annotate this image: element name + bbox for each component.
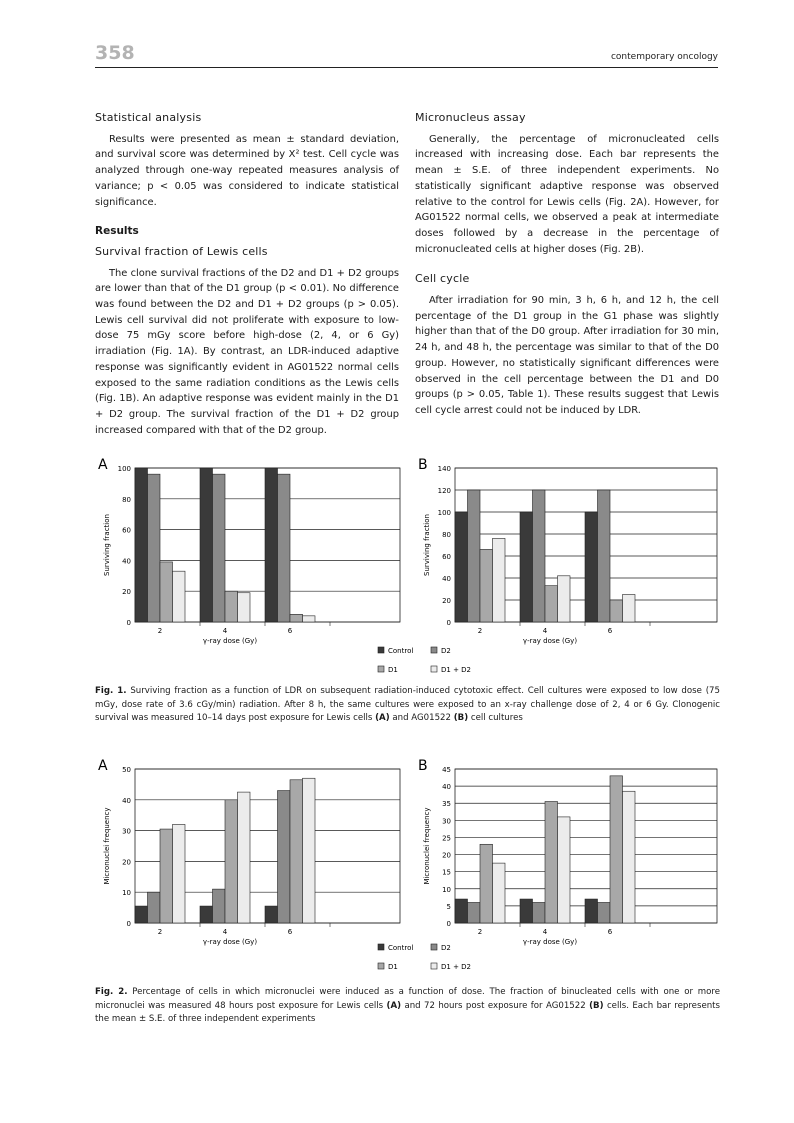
bar-d1 xyxy=(610,600,623,622)
legend-swatch xyxy=(431,963,437,969)
legend-swatch xyxy=(378,963,384,969)
chart-fig2A xyxy=(98,758,400,946)
bar-control xyxy=(585,512,598,622)
legend-label: D1 + D2 xyxy=(441,666,472,674)
y-tick-label: 20 xyxy=(122,588,131,597)
paragraph-survival-fraction: The clone survival fractions of the D2 and D1 + D2 groups are lower than that of the D1 group (p < 0.01). No difference was found between the D2 and D1 + D2 groups (p > 0.05). Lewis cell survival did not proliferate with exposure to low-dose 75 mGy score before high-dose (2, 4, or 6 Gy) irradiation (Fig. 1A). By contrast, an LDR-induced adaptive response was significantly evident in AG01522 normal cells exposed to the same radiation conditions as the Lewis cells (Fig. 1B). An adaptive response was evident mainly in the D1 + D2 group. The survival fraction of the D1 + D2 group increased compared with that of the D2 group. xyxy=(95,267,399,436)
legend-label: Control xyxy=(388,647,414,655)
legend xyxy=(378,647,471,674)
y-tick-label: 0 xyxy=(126,920,131,928)
bar-control xyxy=(520,512,533,622)
x-tick-label: 6 xyxy=(607,627,613,635)
bar-d1d2 xyxy=(173,824,186,923)
bar-control xyxy=(455,512,468,622)
bar-d1 xyxy=(545,802,558,923)
legend-label: D1 + D2 xyxy=(441,963,472,971)
heading-statistical-analysis: Statistical analysis xyxy=(95,111,202,124)
legend-label: D2 xyxy=(441,944,451,952)
legend xyxy=(378,944,471,971)
y-tick-label: 40 xyxy=(442,783,451,792)
y-axis-label: Micronuclei frequency xyxy=(103,807,111,885)
x-tick-label: 4 xyxy=(222,627,228,635)
legend-label: Control xyxy=(388,944,414,952)
fig1-caption-end: cell cultures xyxy=(470,713,523,723)
journal-name: contemporary oncology xyxy=(610,52,718,62)
figure-2 xyxy=(95,757,720,982)
bar-d1d2 xyxy=(238,792,251,923)
fig1-ref-b: (B) xyxy=(453,713,469,723)
y-tick-label: 60 xyxy=(122,526,131,535)
x-tick-label: 6 xyxy=(607,928,613,936)
chart-fig1B xyxy=(418,457,717,645)
bar-d2 xyxy=(598,902,611,923)
panel-label-A: A xyxy=(98,457,108,473)
x-tick-label: 2 xyxy=(477,627,483,635)
y-tick-label: 0 xyxy=(446,920,451,928)
legend-swatch xyxy=(378,647,384,653)
figure-2-caption xyxy=(95,986,720,1027)
bar-d2 xyxy=(148,892,161,923)
bar-control xyxy=(135,906,148,923)
left-column xyxy=(95,110,399,446)
y-tick-label: 25 xyxy=(442,834,451,843)
y-tick-label: 50 xyxy=(122,766,131,774)
y-tick-label: 15 xyxy=(442,868,451,877)
legend-label: D1 xyxy=(388,666,398,674)
y-tick-label: 80 xyxy=(442,531,451,539)
bar-d1d2 xyxy=(623,791,636,923)
legend-label: D2 xyxy=(441,647,451,655)
fig2-caption-end: cells. Each bar represents the mean ± S.E. of three independent experiments xyxy=(95,1000,721,1024)
x-axis-label: γ-ray dose (Gy) xyxy=(522,938,578,946)
heading-cell-cycle: Cell cycle xyxy=(415,272,470,286)
bar-d1 xyxy=(225,591,238,622)
bar-d2 xyxy=(533,902,546,923)
y-tick-label: 140 xyxy=(437,465,451,473)
right-column xyxy=(415,110,719,427)
x-tick-label: 2 xyxy=(157,928,163,936)
y-tick-label: 60 xyxy=(442,553,451,561)
bar-d2 xyxy=(213,889,226,923)
bar-control xyxy=(585,899,598,923)
bar-d1d2 xyxy=(493,863,506,923)
y-tick-label: 100 xyxy=(437,509,451,517)
bar-d1 xyxy=(160,562,173,622)
bar-d1 xyxy=(480,844,493,923)
y-tick-label: 20 xyxy=(122,858,131,867)
fig2-ref-a: (A) xyxy=(386,1000,402,1011)
y-tick-label: 20 xyxy=(442,597,451,605)
bar-control xyxy=(265,468,278,622)
heading-micronucleus-assay: Micronucleus assay xyxy=(415,111,526,124)
x-axis-label: γ-ray dose (Gy) xyxy=(202,637,258,645)
y-tick-label: 30 xyxy=(442,817,451,826)
bar-d2 xyxy=(533,490,546,622)
bar-d2 xyxy=(278,791,291,923)
x-tick-label: 4 xyxy=(542,627,548,635)
bar-d2 xyxy=(468,902,481,923)
x-tick-label: 2 xyxy=(477,928,483,936)
bar-d1d2 xyxy=(493,538,506,622)
bar-d2 xyxy=(598,490,611,622)
y-tick-label: 5 xyxy=(446,902,451,911)
bar-d1 xyxy=(610,776,623,923)
y-axis-label: Surviving fraction xyxy=(423,514,431,576)
figure-1 xyxy=(95,455,720,680)
bar-d1d2 xyxy=(303,616,316,622)
bar-d2 xyxy=(213,474,226,622)
fig2-ref-b: (B) xyxy=(589,1000,604,1011)
bar-d1d2 xyxy=(238,593,251,622)
y-tick-label: 40 xyxy=(122,557,131,566)
fig1-ref-a: (A) xyxy=(375,713,390,723)
bar-control xyxy=(265,906,278,923)
bar-d1 xyxy=(160,829,173,923)
chart-fig1A xyxy=(98,457,400,645)
figure-1-charts xyxy=(95,455,720,680)
legend-swatch xyxy=(378,944,384,950)
y-tick-label: 10 xyxy=(442,885,451,894)
bar-d2 xyxy=(148,474,161,622)
bar-control xyxy=(135,468,148,622)
y-tick-label: 10 xyxy=(122,889,131,898)
x-tick-label: 6 xyxy=(287,928,293,936)
x-tick-label: 6 xyxy=(287,627,293,635)
bar-d1 xyxy=(290,614,303,622)
y-tick-label: 40 xyxy=(122,796,131,805)
x-tick-label: 2 xyxy=(157,627,163,635)
fig2-caption-text: Percentage of cells in which micronuclei were induced as a function of dose. The fraction of binucleated cells with one or more micronuclei was measured 48 hours post exposure for Lewis cells xyxy=(95,987,721,1011)
figure-2-charts xyxy=(95,757,720,982)
chart-fig2B xyxy=(418,758,717,946)
bar-control xyxy=(200,906,213,923)
bar-d1 xyxy=(290,780,303,923)
bar-d1 xyxy=(545,586,558,622)
bar-d1 xyxy=(225,800,238,923)
bar-control xyxy=(200,468,213,622)
x-axis-label: γ-ray dose (Gy) xyxy=(522,637,578,645)
header-rule xyxy=(95,67,718,68)
bar-control xyxy=(520,899,533,923)
fig1-label: Fig. 1. xyxy=(95,686,127,696)
fig1-caption-text: Surviving fraction as a function of LDR on subsequent radiation-induced cytotoxic effect. Cell cultures were exposed to low dose (75 mGy, dose rate of 3.6 cGy/min) radiation. After 8 h, the same cultures were exposed to an x-ray challenge dose of 2, 4 or 6 Gy. Clonogenic survival was measured 10–14 days post exposure for Lewis cells xyxy=(95,686,720,723)
legend-swatch xyxy=(378,666,384,672)
bar-d1d2 xyxy=(623,595,636,623)
fig2-caption-and: and 72 hours post exposure for AG01522 xyxy=(404,1000,586,1011)
y-tick-label: 120 xyxy=(437,487,451,495)
y-tick-label: 30 xyxy=(122,827,131,836)
legend-swatch xyxy=(431,666,437,672)
y-tick-label: 0 xyxy=(126,619,131,627)
heading-results: Results xyxy=(95,225,139,238)
y-tick-label: 40 xyxy=(442,575,451,583)
bar-d2 xyxy=(468,490,481,622)
heading-survival-fraction: Survival fraction of Lewis cells xyxy=(95,244,268,258)
bar-d2 xyxy=(278,474,291,622)
y-axis-label: Micronuclei frequency xyxy=(423,807,431,885)
fig2-label: Fig. 2. xyxy=(95,987,128,997)
y-tick-label: 35 xyxy=(442,800,451,809)
y-tick-label: 80 xyxy=(122,495,131,504)
bar-d1 xyxy=(480,549,493,622)
x-tick-label: 4 xyxy=(222,928,228,936)
panel-label-B: B xyxy=(418,457,428,473)
bar-d1d2 xyxy=(558,576,571,622)
y-axis-label: Surviving fraction xyxy=(103,514,111,576)
bar-d1d2 xyxy=(303,778,316,923)
paragraph-micronucleus-assay: Generally, the percentage of micronucleated cells increased with increasing dose. Each bar represents the mean ± S.E. of three independent experiments. No statistically significant adaptive response was observed relative to the control for Lewis cells (Fig. 2A). However, for AG01522 normal cells, we observed a peak at intermediate doses followed by a decrease in the percentage of micronucleated cells at higher doses (Fig. 2B). xyxy=(415,133,719,255)
legend-swatch xyxy=(431,647,437,653)
y-tick-label: 100 xyxy=(117,465,131,473)
panel-label-B: B xyxy=(418,758,428,774)
x-axis-label: γ-ray dose (Gy) xyxy=(202,938,258,946)
y-tick-label: 20 xyxy=(442,851,451,860)
legend-label: D1 xyxy=(388,963,398,971)
panel-label-A: A xyxy=(98,758,108,774)
bar-d1d2 xyxy=(173,571,186,622)
fig1-caption-and: and AG01522 xyxy=(392,713,451,723)
paragraph-statistical-analysis: Results were presented as mean ± standard deviation, and survival score was determined by Χ² test. Cell cycle was analyzed through one-way repeated measures analysis of variance; p < 0.05 was considered to indicate statistical significance. xyxy=(95,133,399,208)
figure-1-caption xyxy=(95,685,720,726)
y-tick-label: 45 xyxy=(442,766,451,774)
legend-swatch xyxy=(431,944,437,950)
paragraph-cell-cycle: After irradiation for 90 min, 3 h, 6 h, and 12 h, the cell percentage of the D1 group in the G1 phase was slightly higher than that of the D0 group. After irradiation for 30 min, 24 h, and 48 h, the percentage was similar to that of the D0 group. However, no statistically significant differences were observed in the cell percentage between the D1 and D0 groups (p > 0.05, Table 1). These results suggest that Lewis cell cycle arrest could not be induced by LDR. xyxy=(415,295,719,416)
y-tick-label: 0 xyxy=(446,619,451,627)
x-tick-label: 4 xyxy=(542,928,548,936)
bar-d1d2 xyxy=(558,817,571,923)
page-number: 358 xyxy=(95,42,135,64)
bar-control xyxy=(455,899,468,923)
